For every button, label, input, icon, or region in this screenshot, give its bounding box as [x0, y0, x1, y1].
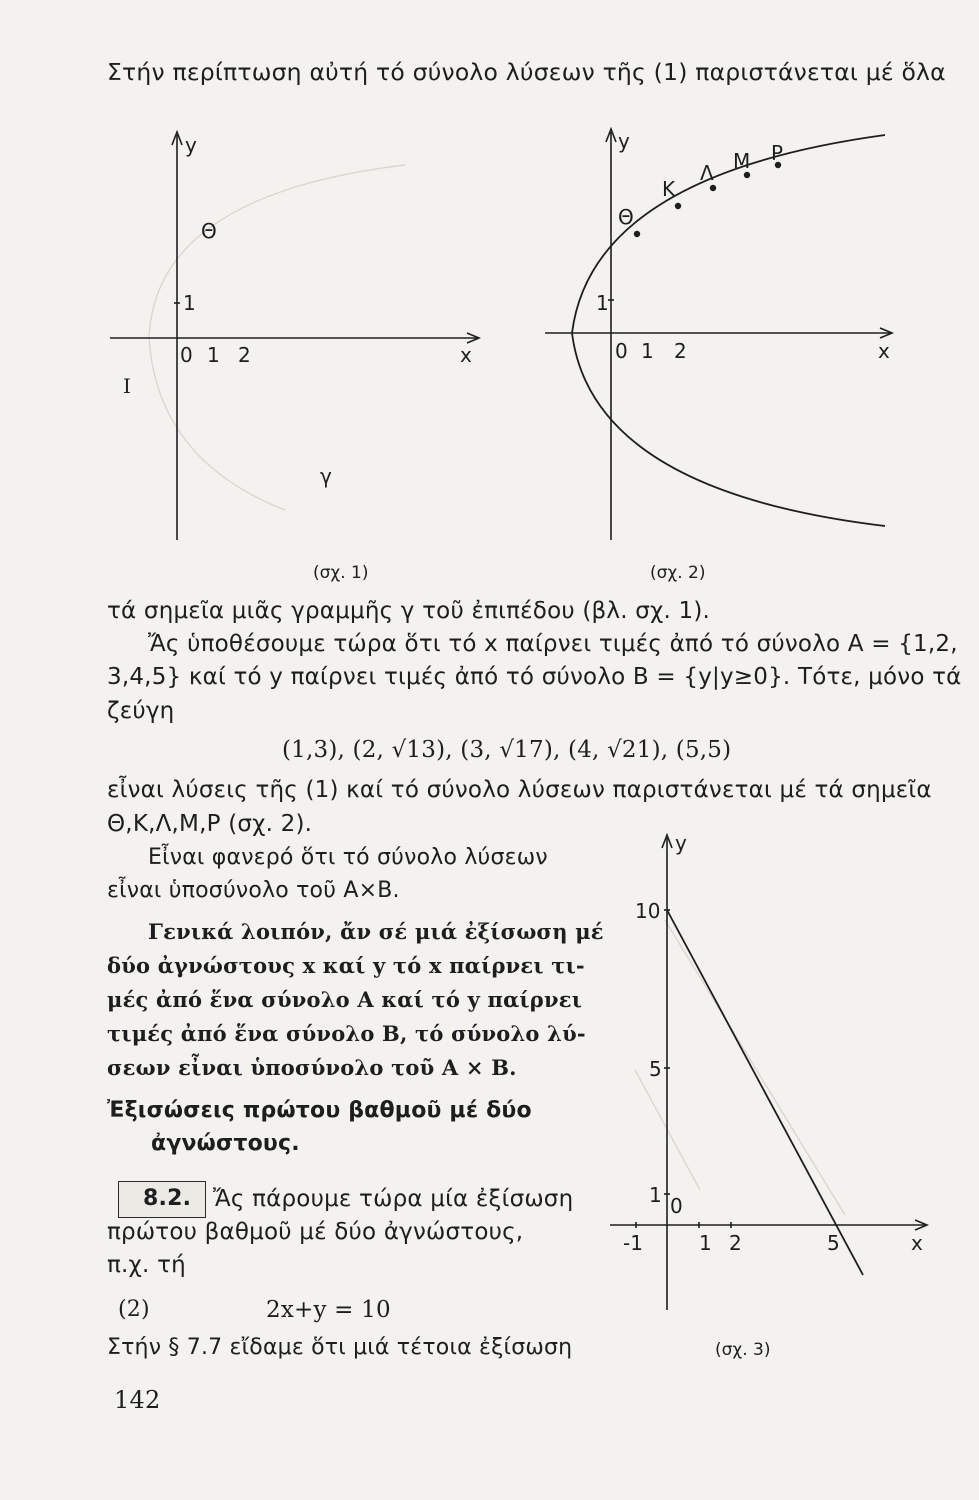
text-line-7: Θ,Κ,Λ,Μ,Ρ (σχ. 2). [107, 811, 313, 837]
fig2-y-label: y [618, 129, 630, 153]
fig2-point-kappa [675, 203, 681, 209]
fig2-label-theta: Θ [618, 205, 634, 229]
fig3-ytick-1: 1 [649, 1183, 662, 1207]
text-line-4: 3,4,5} καί τό y παίρνει τιμές ἀπό τό σύνολο B = {y|y≥0}. Τότε, μόνο τά [107, 664, 962, 690]
bold-line-4: τιμές ἀπό ἕνα σύνολο B, τό σύνολο λύ- [107, 1021, 586, 1046]
fig1-origin-label: 0 [180, 343, 193, 367]
bold-line-1: Γενικά λοιπόν, ἄν σέ μιά ἐξίσωση μέ [148, 919, 604, 944]
bold-line-5: σεων εἶναι ὑποσύνολο τοῦ A × B. [107, 1055, 517, 1080]
fig2-label-lambda: Λ [700, 161, 714, 185]
fig3-ytick-10: 10 [635, 899, 661, 923]
fig3-tick-5: 5 [827, 1231, 840, 1255]
section-line-2: πρώτου βαθμοῦ μέ δύο ἀγνώστους, [107, 1219, 524, 1245]
fig2-ytick-1: 1 [596, 291, 609, 315]
fig3-faint-line [665, 920, 845, 1215]
fig3-origin-label: 0 [670, 1194, 683, 1218]
fig1-caption: (σχ. 1) [313, 563, 369, 583]
fig3-y-label: y [675, 831, 687, 855]
fig3-tick-1: 1 [699, 1231, 712, 1255]
fig1-gamma-label: γ [320, 464, 332, 488]
equation: 2x+y = 10 [266, 1297, 391, 1323]
fig2-tick-1: 1 [641, 339, 654, 363]
fig1-tick-2: 2 [238, 343, 251, 367]
text-line-1: Στήν περίπτωση αὐτή τό σύνολο λύσεων τῆς (1) παριστάνεται μέ ὅλα [107, 58, 946, 86]
fig3-line-2x-plus-y-10 [667, 910, 863, 1275]
pairs-line: (1,3), (2, √13), (3, √17), (4, √21), (5,5) [282, 737, 732, 763]
fig2-point-theta [634, 231, 640, 237]
fig1-x-label: x [460, 343, 472, 367]
section-number: 8.2. [143, 1186, 192, 1211]
text-line-9: εἶναι ὑποσύνολο τοῦ A×B. [107, 878, 400, 903]
text-line-5: ζεύγη [107, 698, 175, 724]
fig2-label-kappa: Κ [662, 177, 676, 201]
fig3-tick-2: 2 [729, 1231, 742, 1255]
fig1-ytick-1: 1 [183, 291, 196, 315]
fig3-ytick-5: 5 [649, 1057, 662, 1081]
fig2-caption: (σχ. 2) [650, 563, 706, 583]
fig1-tick-1: 1 [207, 343, 220, 367]
text-line-6: εἶναι λύσεις τῆς (1) καί τό σύνολο λύσεων παριστάνεται μέ τά σημεῖα [107, 777, 932, 803]
fig3-x-label: x [911, 1231, 923, 1255]
text-line-8: Εἶναι φανερό ὅτι τό σύνολο λύσεων [148, 845, 548, 870]
bold-line-2: δύο ἀγνώστους x καί y τό x παίρνει τι- [107, 953, 585, 978]
fig1-y-label: y [185, 133, 197, 157]
section-heading-line-2: ἀγνώστους. [151, 1131, 300, 1156]
fig2-origin-label: 0 [615, 339, 628, 363]
section-line-1: Ἄς πάρουμε τώρα μία ἐξίσωση [213, 1186, 574, 1212]
fig2-tick-2: 2 [674, 339, 687, 363]
fig2-point-lambda [710, 185, 716, 191]
text-line-2: τά σημεῖα μιᾶς γραμμῆς γ τοῦ ἐπιπέδου (βλ. σχ. 1). [107, 598, 711, 624]
figure-2 [540, 120, 910, 590]
fig2-label-rho: Ρ [771, 141, 784, 165]
section-heading-line-1: Ἐξισώσεις πρώτου βαθμοῦ μέ δύο [107, 1098, 532, 1123]
fig2-parabola-upper [572, 135, 885, 333]
fig3-caption: (σχ. 3) [715, 1340, 771, 1360]
figure-1 [105, 120, 485, 590]
fig1-theta-label: Θ [201, 219, 217, 243]
page-number: 142 [114, 1386, 161, 1414]
section-last-line: Στήν § 7.7 εἴδαμε ὅτι μιά τέτοια ἐξίσωση [107, 1335, 573, 1360]
fig2-x-label: x [878, 339, 890, 363]
figure-3 [605, 830, 935, 1370]
fig3-tick-neg1: -1 [623, 1231, 643, 1255]
section-line-3: π.χ. τή [107, 1252, 186, 1278]
equation-label: (2) [118, 1297, 150, 1322]
fig1-stray-mark: I [123, 374, 131, 398]
text-line-3: Ἄς ὑποθέσουμε τώρα ὅτι τό x παίρνει τιμές ἀπό τό σύνολο A = {1,2, [148, 631, 958, 657]
bold-line-3: μές ἀπό ἕνα σύνολο A καί τό y παίρνει [107, 987, 583, 1012]
fig2-label-mu: Μ [733, 149, 751, 173]
